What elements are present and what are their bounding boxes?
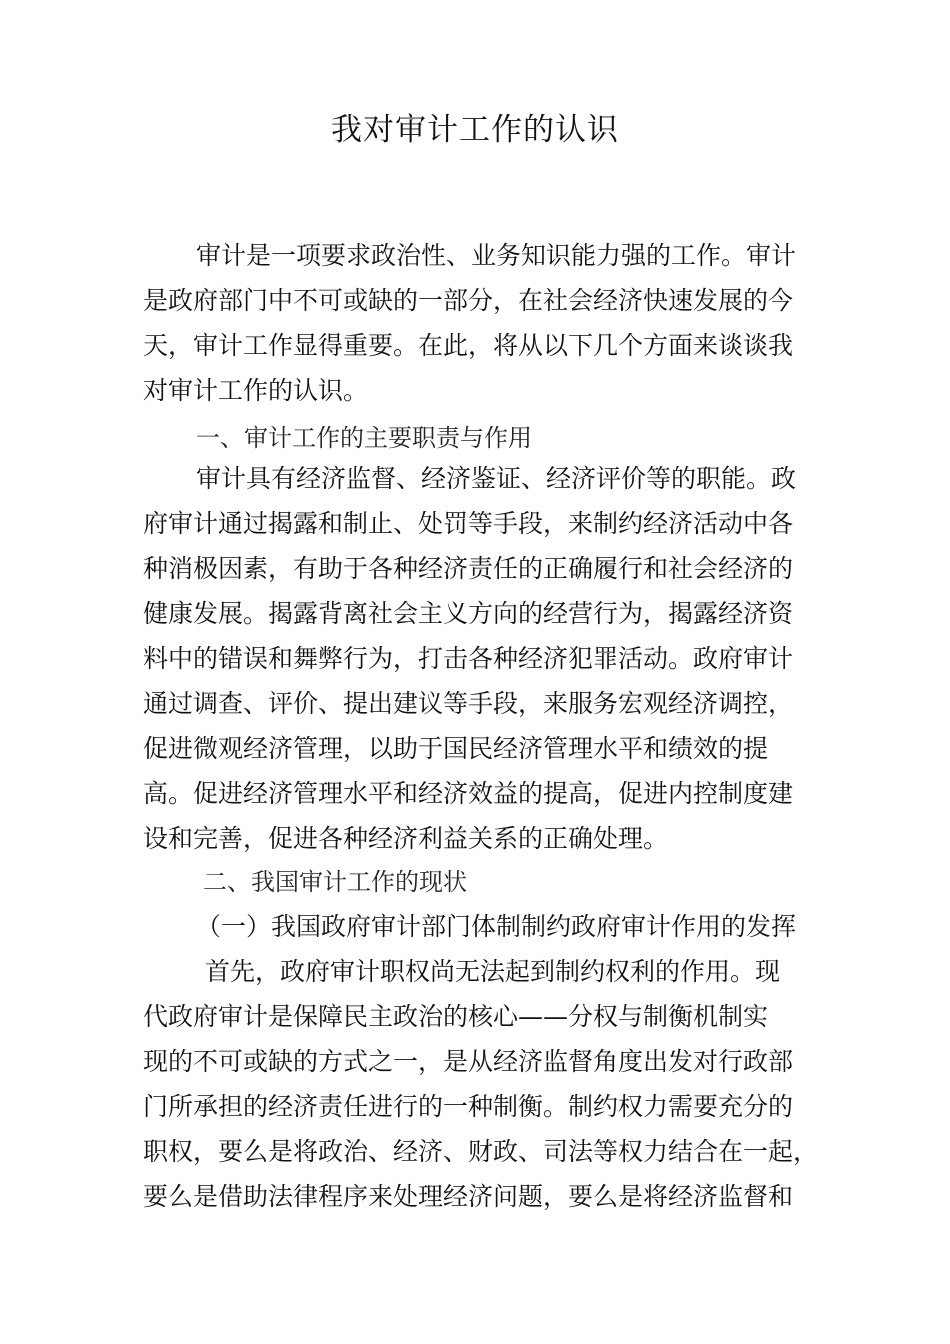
subsection-heading-1: （一）我国政府审计部门体制制约政府审计作用的发挥 <box>196 912 797 941</box>
paragraph-3-line: 代政府审计是保障民主政治的核心——分权与制衡机制实 <box>143 1002 769 1031</box>
paragraph-2-line: 促进微观经济管理，以助于国民经济管理水平和绩效的提 <box>143 734 769 763</box>
paragraph-3-line: 要么是借助法律程序来处理经济问题，要么是将经济监督和 <box>143 1182 794 1211</box>
paragraph-2-line: 健康发展。揭露背离社会主义方向的经营行为，揭露经济资 <box>143 599 794 628</box>
paragraph-1-line: 审计是一项要求政治性、业务知识能力强的工作。审计 <box>196 241 797 270</box>
paragraph-2-line: 高。促进经济管理水平和经济效益的提高，促进内控制度建 <box>143 779 794 808</box>
paragraph-2-line: 审计具有经济监督、经济鉴证、经济评价等的职能。政 <box>196 464 797 493</box>
paragraph-3-line: 现的不可或缺的方式之一，是从经济监督角度出发对行政部 <box>143 1047 794 1076</box>
paragraph-3-line: 首先，政府审计职权尚无法起到制约权利的作用。现 <box>205 957 781 986</box>
section-heading-2: 二、我国审计工作的现状 <box>203 868 467 896</box>
paragraph-1-line: 对审计工作的认识。 <box>143 376 369 405</box>
document-title: 我对审计工作的认识 <box>331 112 619 148</box>
paragraph-2-line: 府审计通过揭露和制止、处罚等手段，来制约经济活动中各 <box>143 509 794 538</box>
paragraph-2-line: 种消极因素，有助于各种经济责任的正确履行和社会经济的 <box>143 554 794 583</box>
paragraph-2-line: 设和完善，促进各种经济利益关系的正确处理。 <box>143 824 669 853</box>
paragraph-1-line: 天，审计工作显得重要。在此，将从以下几个方面来谈谈我 <box>143 331 794 360</box>
paragraph-3-line: 职权，要么是将政治、经济、财政、司法等权力结合在一起， <box>143 1137 819 1166</box>
paragraph-2-line: 料中的错误和舞弊行为，打击各种经济犯罪活动。政府审计 <box>143 644 794 673</box>
section-heading-1: 一、审计工作的主要职责与作用 <box>196 424 532 452</box>
paragraph-3-line: 门所承担的经济责任进行的一种制衡。制约权力需要充分的 <box>143 1092 794 1121</box>
paragraph-2-line: 通过调查、评价、提出建议等手段，来服务宏观经济调控， <box>143 689 794 718</box>
paragraph-1-line: 是政府部门中不可或缺的一部分，在社会经济快速发展的今 <box>143 286 794 315</box>
